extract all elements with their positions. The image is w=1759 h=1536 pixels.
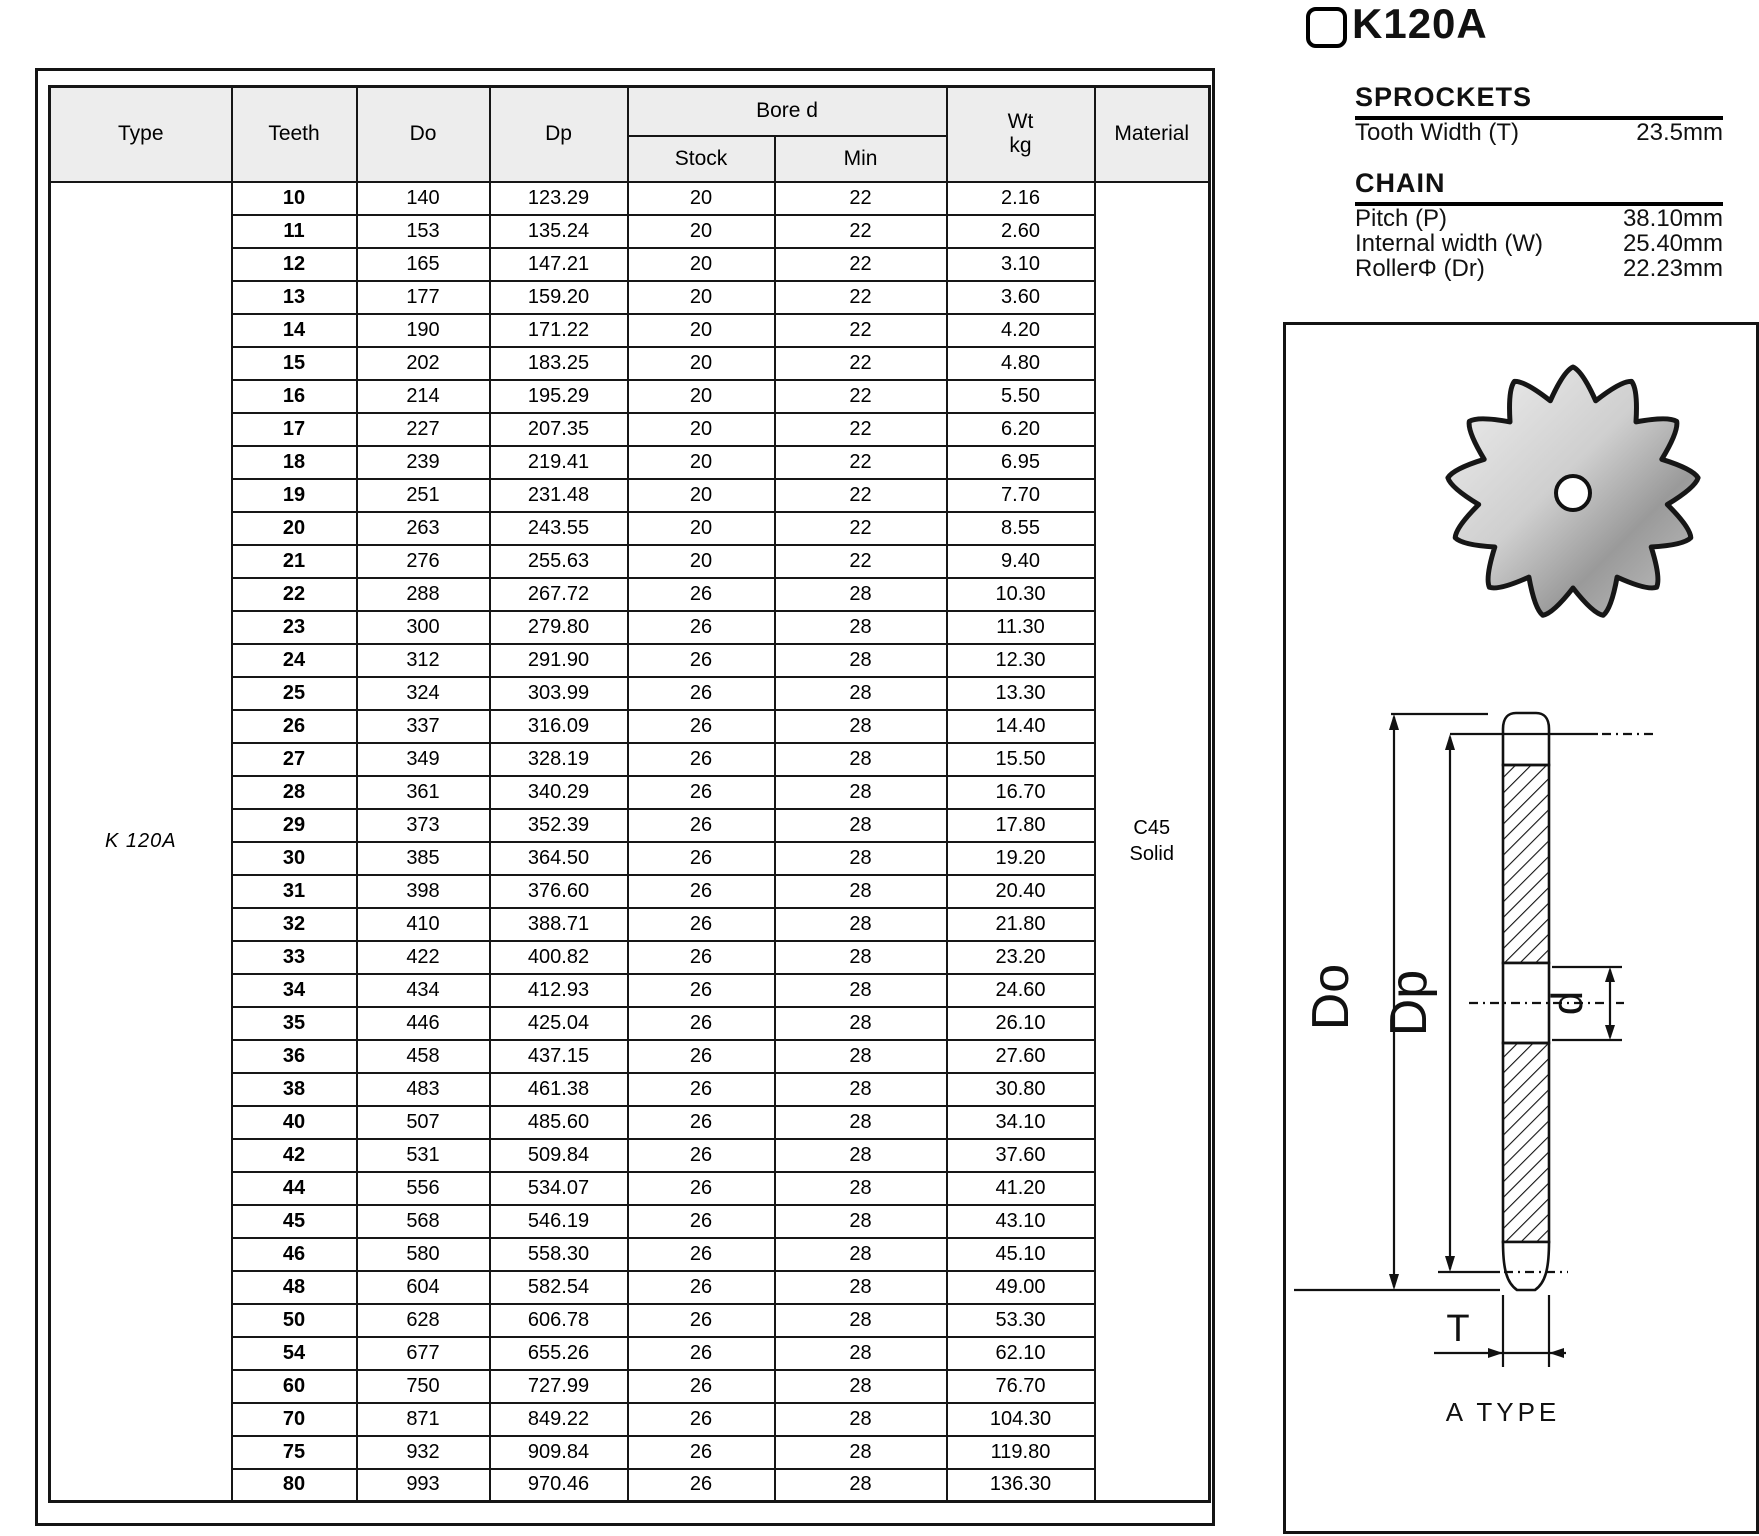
- table-cell: 22: [775, 380, 947, 413]
- rounded-square-bullet-icon: [1306, 7, 1347, 48]
- table-cell: 43.10: [947, 1205, 1095, 1238]
- sprocket-photo: [1448, 367, 1698, 615]
- table-cell: 26: [628, 578, 775, 611]
- table-cell: 26: [628, 743, 775, 776]
- internal-width-value: 25.40mm: [1622, 230, 1723, 257]
- table-cell: 26: [628, 1271, 775, 1304]
- table-cell: 20: [628, 479, 775, 512]
- col-header-type: Type: [50, 87, 232, 182]
- table-cell: 871: [357, 1403, 490, 1436]
- table-cell: 75: [232, 1436, 357, 1469]
- table-cell: 22: [775, 314, 947, 347]
- table-cell: 28: [775, 974, 947, 1007]
- table-cell: 104.30: [947, 1403, 1095, 1436]
- table-cell: 677: [357, 1337, 490, 1370]
- table-cell: 263: [357, 512, 490, 545]
- table-cell: 7.70: [947, 479, 1095, 512]
- table-cell: 16.70: [947, 776, 1095, 809]
- table-cell: 604: [357, 1271, 490, 1304]
- sprocket-spec-table: [48, 85, 1211, 1503]
- table-cell: 28: [775, 1040, 947, 1073]
- table-row: [50, 182, 1210, 215]
- table-cell: 80: [232, 1469, 357, 1502]
- table-cell: 17: [232, 413, 357, 446]
- table-cell: 45.10: [947, 1238, 1095, 1271]
- table-cell: 251: [357, 479, 490, 512]
- material-value-cell: C45 Solid: [1095, 182, 1210, 1502]
- table-cell: 28: [775, 908, 947, 941]
- table-cell: 534.07: [490, 1172, 628, 1205]
- table-cell: 23.20: [947, 941, 1095, 974]
- table-cell: 26: [628, 875, 775, 908]
- table-cell: 54: [232, 1337, 357, 1370]
- table-cell: 558.30: [490, 1238, 628, 1271]
- table-cell: 159.20: [490, 281, 628, 314]
- table-cell: 288: [357, 578, 490, 611]
- table-cell: 28: [775, 809, 947, 842]
- col-header-do: Do: [357, 87, 490, 182]
- table-cell: 970.46: [490, 1469, 628, 1502]
- tooth-width-label: Tooth Width (T): [1355, 119, 1520, 146]
- table-cell: 76.70: [947, 1370, 1095, 1403]
- t-dimension-label: T: [1446, 1308, 1470, 1350]
- col-header-bore-d: Bore d: [628, 87, 947, 136]
- table-cell: 28: [775, 1205, 947, 1238]
- table-cell: 48: [232, 1271, 357, 1304]
- table-cell: 207.35: [490, 413, 628, 446]
- table-cell: 28: [775, 941, 947, 974]
- table-cell: 15.50: [947, 743, 1095, 776]
- table-cell: 27.60: [947, 1040, 1095, 1073]
- roller-label: RollerΦ (Dr): [1355, 255, 1485, 282]
- table-cell: 24.60: [947, 974, 1095, 1007]
- table-cell: 135.24: [490, 215, 628, 248]
- table-cell: 26: [628, 1139, 775, 1172]
- table-cell: 219.41: [490, 446, 628, 479]
- table-cell: 22: [775, 512, 947, 545]
- table-cell: 750: [357, 1370, 490, 1403]
- table-cell: 993: [357, 1469, 490, 1502]
- table-cell: 239: [357, 446, 490, 479]
- table-cell: 34.10: [947, 1106, 1095, 1139]
- table-cell: 227: [357, 413, 490, 446]
- tooth-width-spec: [1355, 120, 1723, 145]
- table-cell: 30: [232, 842, 357, 875]
- table-cell: 28: [775, 1073, 947, 1106]
- table-cell: 46: [232, 1238, 357, 1271]
- table-cell: 388.71: [490, 908, 628, 941]
- table-cell: 26: [628, 1007, 775, 1040]
- table-cell: 13.30: [947, 677, 1095, 710]
- table-cell: 40: [232, 1106, 357, 1139]
- table-cell: 9.40: [947, 545, 1095, 578]
- table-cell: 373: [357, 809, 490, 842]
- table-cell: 606.78: [490, 1304, 628, 1337]
- table-cell: 38: [232, 1073, 357, 1106]
- table-cell: 70: [232, 1403, 357, 1436]
- table-cell: 267.72: [490, 578, 628, 611]
- table-cell: 62.10: [947, 1337, 1095, 1370]
- table-cell: 41.20: [947, 1172, 1095, 1205]
- table-cell: 22: [775, 413, 947, 446]
- d-dimension-label: d: [1543, 990, 1592, 1016]
- table-cell: 483: [357, 1073, 490, 1106]
- sprockets-heading: SPROCKETS: [1355, 82, 1723, 120]
- table-cell: 2.60: [947, 215, 1095, 248]
- table-cell: 26: [628, 1040, 775, 1073]
- table-cell: 434: [357, 974, 490, 1007]
- table-header: [50, 87, 1210, 182]
- table-cell: 509.84: [490, 1139, 628, 1172]
- pitch-label: Pitch (P): [1355, 205, 1448, 232]
- table-cell: 171.22: [490, 314, 628, 347]
- table-cell: 28: [775, 842, 947, 875]
- table-cell: 37.60: [947, 1139, 1095, 1172]
- table-cell: 410: [357, 908, 490, 941]
- table-cell: 19.20: [947, 842, 1095, 875]
- table-cell: 20: [628, 413, 775, 446]
- table-cell: 324: [357, 677, 490, 710]
- table-cell: 20: [628, 281, 775, 314]
- table-cell: 20: [628, 248, 775, 281]
- table-cell: 22: [775, 545, 947, 578]
- table-cell: 28: [775, 1139, 947, 1172]
- table-cell: 28: [775, 1370, 947, 1403]
- table-cell: 26: [628, 1205, 775, 1238]
- table-cell: 34: [232, 974, 357, 1007]
- table-cell: 531: [357, 1139, 490, 1172]
- table-cell: 727.99: [490, 1370, 628, 1403]
- table-cell: 26: [628, 1238, 775, 1271]
- table-cell: 26: [628, 974, 775, 1007]
- table-cell: 20: [628, 314, 775, 347]
- table-cell: 25: [232, 677, 357, 710]
- table-cell: 20: [628, 347, 775, 380]
- wt-label: Wt: [1007, 110, 1034, 134]
- table-cell: 437.15: [490, 1040, 628, 1073]
- table-cell: 22: [775, 281, 947, 314]
- table-cell: 20: [232, 512, 357, 545]
- table-cell: 316.09: [490, 710, 628, 743]
- table-cell: 556: [357, 1172, 490, 1205]
- tooth-width-value: 23.5mm: [1636, 119, 1723, 146]
- table-cell: 507: [357, 1106, 490, 1139]
- table-cell: 32: [232, 908, 357, 941]
- table-cell: 400.82: [490, 941, 628, 974]
- table-cell: 20: [628, 182, 775, 215]
- table-cell: 28: [775, 611, 947, 644]
- table-cell: 328.19: [490, 743, 628, 776]
- table-cell: 36: [232, 1040, 357, 1073]
- table-cell: 45: [232, 1205, 357, 1238]
- table-cell: 425.04: [490, 1007, 628, 1040]
- drawing-frame: [1283, 322, 1759, 1534]
- table-cell: 183.25: [490, 347, 628, 380]
- table-cell: 546.19: [490, 1205, 628, 1238]
- col-header-stock: Stock: [628, 136, 775, 182]
- table-cell: 30.80: [947, 1073, 1095, 1106]
- table-cell: 28: [775, 1337, 947, 1370]
- chain-heading: CHAIN: [1355, 168, 1723, 206]
- table-cell: 22: [775, 215, 947, 248]
- table-cell: 13: [232, 281, 357, 314]
- table-cell: 20: [628, 512, 775, 545]
- table-cell: 29: [232, 809, 357, 842]
- a-type-caption: A TYPE: [1445, 1397, 1561, 1427]
- table-cell: 28: [232, 776, 357, 809]
- table-cell: 255.63: [490, 545, 628, 578]
- table-cell: 26: [628, 842, 775, 875]
- table-cell: 42: [232, 1139, 357, 1172]
- table-cell: 568: [357, 1205, 490, 1238]
- table-cell: 3.10: [947, 248, 1095, 281]
- table-cell: 28: [775, 1172, 947, 1205]
- table-cell: 26: [628, 710, 775, 743]
- table-cell: 26: [628, 677, 775, 710]
- table-cell: 655.26: [490, 1337, 628, 1370]
- table-cell: 28: [775, 1007, 947, 1040]
- table-cell: 21: [232, 545, 357, 578]
- table-cell: 26: [628, 908, 775, 941]
- sprocket-technical-drawing: [1286, 325, 1756, 1531]
- table-cell: 485.60: [490, 1106, 628, 1139]
- table-cell: 10.30: [947, 578, 1095, 611]
- table-cell: 202: [357, 347, 490, 380]
- table-cell: 28: [775, 710, 947, 743]
- table-cell: 28: [775, 578, 947, 611]
- table-cell: 461.38: [490, 1073, 628, 1106]
- table-cell: 28: [775, 776, 947, 809]
- col-header-wt: [947, 87, 1095, 182]
- table-cell: 26: [628, 1436, 775, 1469]
- table-cell: 15: [232, 347, 357, 380]
- table-cell: 4.80: [947, 347, 1095, 380]
- table-cell: 376.60: [490, 875, 628, 908]
- table-cell: 50: [232, 1304, 357, 1337]
- table-cell: 26: [628, 1469, 775, 1502]
- table-cell: 26: [628, 1172, 775, 1205]
- table-cell: 26: [628, 809, 775, 842]
- table-cell: 17.80: [947, 809, 1095, 842]
- table-cell: 909.84: [490, 1436, 628, 1469]
- table-cell: 628: [357, 1304, 490, 1337]
- table-cell: 24: [232, 644, 357, 677]
- table-cell: 147.21: [490, 248, 628, 281]
- table-cell: 123.29: [490, 182, 628, 215]
- table-cell: 422: [357, 941, 490, 974]
- table-cell: 153: [357, 215, 490, 248]
- table-cell: 340.29: [490, 776, 628, 809]
- page-title: K120A: [1352, 0, 1488, 47]
- table-cell: 12: [232, 248, 357, 281]
- table-cell: 243.55: [490, 512, 628, 545]
- table-cell: 446: [357, 1007, 490, 1040]
- table-cell: 300: [357, 611, 490, 644]
- table-cell: 385: [357, 842, 490, 875]
- table-cell: 16: [232, 380, 357, 413]
- table-cell: 26: [628, 611, 775, 644]
- table-cell: 28: [775, 1304, 947, 1337]
- table-cell: 849.22: [490, 1403, 628, 1436]
- table-cell: 26.10: [947, 1007, 1095, 1040]
- table-cell: 364.50: [490, 842, 628, 875]
- table-cell: 21.80: [947, 908, 1095, 941]
- dp-dimension-label: Dp: [1380, 969, 1438, 1037]
- table-cell: 26: [628, 941, 775, 974]
- type-value-cell: K 120A: [50, 182, 232, 1502]
- table-cell: 412.93: [490, 974, 628, 1007]
- table-body: [50, 182, 1210, 1502]
- table-cell: 33: [232, 941, 357, 974]
- table-cell: 22: [775, 446, 947, 479]
- col-header-teeth: Teeth: [232, 87, 357, 182]
- table-cell: 12.30: [947, 644, 1095, 677]
- table-cell: 177: [357, 281, 490, 314]
- table-cell: 19: [232, 479, 357, 512]
- table-cell: 28: [775, 1436, 947, 1469]
- table-cell: 22: [232, 578, 357, 611]
- table-cell: 165: [357, 248, 490, 281]
- table-cell: 49.00: [947, 1271, 1095, 1304]
- table-cell: 44: [232, 1172, 357, 1205]
- table-cell: 303.99: [490, 677, 628, 710]
- table-cell: 2.16: [947, 182, 1095, 215]
- col-header-dp: Dp: [490, 87, 628, 182]
- table-cell: 22: [775, 248, 947, 281]
- roller-spec: [1355, 256, 1723, 281]
- table-cell: 6.20: [947, 413, 1095, 446]
- col-header-min: Min: [775, 136, 947, 182]
- table-cell: 190: [357, 314, 490, 347]
- kg-label: kg: [1009, 134, 1032, 158]
- table-cell: 20: [628, 446, 775, 479]
- do-dimension-label: Do: [1302, 963, 1360, 1031]
- table-cell: 279.80: [490, 611, 628, 644]
- table-cell: 932: [357, 1436, 490, 1469]
- table-cell: 28: [775, 875, 947, 908]
- table-cell: 28: [775, 644, 947, 677]
- table-cell: 27: [232, 743, 357, 776]
- table-cell: 20: [628, 215, 775, 248]
- table-cell: 28: [775, 1403, 947, 1436]
- table-cell: 195.29: [490, 380, 628, 413]
- table-cell: 28: [775, 1271, 947, 1304]
- pitch-value: 38.10mm: [1622, 205, 1723, 232]
- table-cell: 26: [232, 710, 357, 743]
- table-cell: 3.60: [947, 281, 1095, 314]
- table-cell: 361: [357, 776, 490, 809]
- table-cell: 35: [232, 1007, 357, 1040]
- col-header-material: Material: [1095, 87, 1210, 182]
- table-cell: 28: [775, 1106, 947, 1139]
- table-cell: 458: [357, 1040, 490, 1073]
- table-cell: 5.50: [947, 380, 1095, 413]
- table-cell: 22: [775, 479, 947, 512]
- table-cell: 11: [232, 215, 357, 248]
- table-cell: 22: [775, 182, 947, 215]
- table-cell: 398: [357, 875, 490, 908]
- table-cell: 26: [628, 1403, 775, 1436]
- roller-value: 22.23mm: [1622, 255, 1723, 282]
- table-cell: 28: [775, 743, 947, 776]
- table-cell: 580: [357, 1238, 490, 1271]
- internal-width-spec: [1355, 231, 1723, 256]
- internal-width-label: Internal width (W): [1355, 230, 1544, 257]
- table-cell: 214: [357, 380, 490, 413]
- table-cell: 26: [628, 776, 775, 809]
- table-cell: 582.54: [490, 1271, 628, 1304]
- table-cell: 337: [357, 710, 490, 743]
- table-cell: 26: [628, 1370, 775, 1403]
- table-cell: 8.55: [947, 512, 1095, 545]
- table-cell: 53.30: [947, 1304, 1095, 1337]
- table-cell: 26: [628, 644, 775, 677]
- table-cell: 11.30: [947, 611, 1095, 644]
- table-cell: 26: [628, 1337, 775, 1370]
- table-cell: 349: [357, 743, 490, 776]
- table-cell: 20: [628, 380, 775, 413]
- table-cell: 291.90: [490, 644, 628, 677]
- table-cell: 10: [232, 182, 357, 215]
- table-cell: 22: [775, 347, 947, 380]
- table-cell: 312: [357, 644, 490, 677]
- table-cell: 28: [775, 677, 947, 710]
- table-cell: 136.30: [947, 1469, 1095, 1502]
- table-cell: 6.95: [947, 446, 1095, 479]
- table-cell: 4.20: [947, 314, 1095, 347]
- table-cell: 31: [232, 875, 357, 908]
- table-cell: 26: [628, 1304, 775, 1337]
- table-cell: 140: [357, 182, 490, 215]
- table-cell: 20.40: [947, 875, 1095, 908]
- table-cell: 28: [775, 1469, 947, 1502]
- table-cell: 14.40: [947, 710, 1095, 743]
- pitch-spec: [1355, 206, 1723, 231]
- dimension-lines: [1294, 714, 1654, 1367]
- table-cell: 18: [232, 446, 357, 479]
- table-cell: 28: [775, 1238, 947, 1271]
- table-cell: 276: [357, 545, 490, 578]
- table-cell: 119.80: [947, 1436, 1095, 1469]
- table-cell: 14: [232, 314, 357, 347]
- table-cell: 231.48: [490, 479, 628, 512]
- table-cell: 352.39: [490, 809, 628, 842]
- table-cell: 26: [628, 1106, 775, 1139]
- table-cell: 20: [628, 545, 775, 578]
- table-cell: 60: [232, 1370, 357, 1403]
- table-cell: 23: [232, 611, 357, 644]
- table-cell: 26: [628, 1073, 775, 1106]
